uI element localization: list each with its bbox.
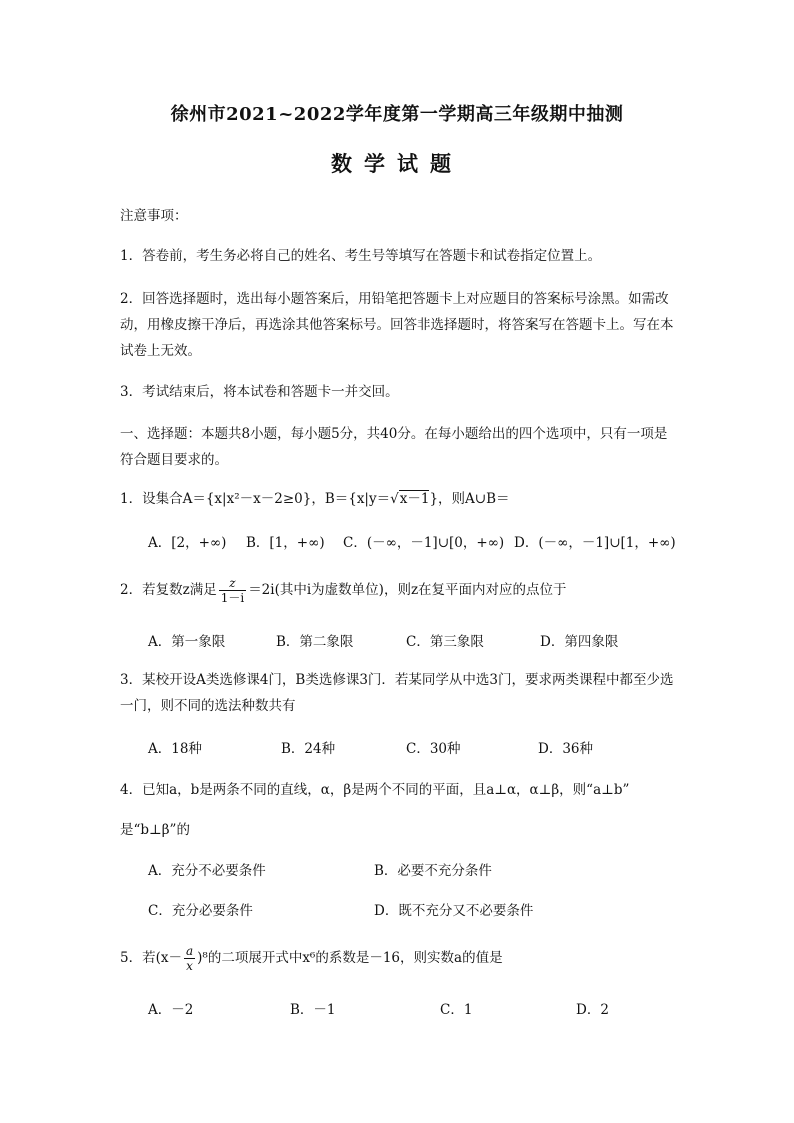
question-5 xyxy=(120,940,503,976)
q1-suffix: ，则A∪B＝ xyxy=(438,491,510,507)
question-3: 3．某校开设A类选修课4门，B类选修课3门．若某同学从中选3门，要求两类课程中都至少选一门，则不同的选法种数共有 xyxy=(120,672,674,714)
q2-option-d: D．第四象限 xyxy=(540,634,619,650)
q2-option-c: C．第三象限 xyxy=(406,634,484,650)
q5-option-d: D．2 xyxy=(576,1002,609,1018)
q2-fraction xyxy=(219,576,246,605)
q1-prefix: 1．设集合 xyxy=(120,491,183,507)
notice-item-3: 3．考试结束后，将本试卷和答题卡一并交回。 xyxy=(120,384,399,400)
q4-option-a: A．充分不必要条件 xyxy=(148,863,266,879)
q1-set-a: A＝{x|x²－x－2≥0} xyxy=(182,491,312,507)
q4-option-b: B．必要不充分条件 xyxy=(374,863,492,879)
q1-set-b-pre: B＝{x|y＝ xyxy=(324,491,391,507)
q3-option-d: D．36种 xyxy=(538,741,594,757)
q3-option-b: B．24种 xyxy=(281,741,336,757)
q1-option-d: D．(－∞，－1]∪[1，+∞) xyxy=(514,535,676,551)
q5-option-c: C．1 xyxy=(440,1002,473,1018)
q2-option-b: B．第二象限 xyxy=(276,634,354,650)
sqrt-symbol: √ xyxy=(390,491,399,507)
q5-frac-num: a xyxy=(185,944,194,958)
q1-option-b: B．[1，+∞) xyxy=(246,535,325,551)
q2-frac-den: 1－i xyxy=(220,591,245,605)
q5-mid: )⁸的二项展开式中x⁶的系数是－16，则实数a的值是 xyxy=(197,950,503,966)
exam-title: 徐州市2021~2022学年度第一学期高三年级期中抽测 xyxy=(170,104,624,125)
q2-suffix: ＝2i(其中i为虚数单位)，则z在复平面内对应的点位于 xyxy=(248,582,567,598)
q5-prefix: 5．若(x－ xyxy=(120,950,182,966)
subject-title: 数学试题 xyxy=(331,151,463,176)
q5-frac-den: x xyxy=(186,959,193,973)
notice-item-2: 2．回答选择题时，选出每小题答案后，用铅笔把答题卡上对应题目的答案标号涂黑。如需改动，用橡皮擦干净后，再选涂其他答案标号。回答非选择题时，将答案写在答题卡上。写在本试卷上无效。 xyxy=(120,291,674,359)
q5-option-a: A．－2 xyxy=(148,1002,194,1018)
question-2 xyxy=(120,572,567,608)
q4-option-c: C．充分必要条件 xyxy=(148,903,253,919)
q1-set-b-post: } xyxy=(429,491,439,507)
q1-sep: ， xyxy=(311,491,325,507)
q5-option-b: B．－1 xyxy=(290,1002,336,1018)
q1-option-a: A．[2，+∞) xyxy=(148,535,227,551)
question-1 xyxy=(120,487,510,507)
q2-prefix: 2．若复数z满足 xyxy=(120,582,217,598)
question-4-line-2: 是“b⊥β”的 xyxy=(120,822,190,838)
notice-heading: 注意事项： xyxy=(120,208,188,224)
question-4-line-1: 4．已知a，b是两条不同的直线，α，β是两个不同的平面，且a⊥α，α⊥β，则“a⊥b” xyxy=(120,782,630,798)
q1-radicand: x－1 xyxy=(399,491,430,507)
section-heading: 一、选择题：本题共8小题，每小题5分，共40分。在每小题给出的四个选项中，只有一项是符合题目要求的。 xyxy=(120,426,668,468)
q2-frac-num: z xyxy=(219,576,246,591)
q1-option-c: C．(－∞，－1]∪[0，+∞) xyxy=(343,535,505,551)
q5-fraction xyxy=(184,944,195,973)
q2-option-a: A．第一象限 xyxy=(148,634,226,650)
q3-option-a: A．18种 xyxy=(148,741,202,757)
q4-option-d: D．既不充分又不必要条件 xyxy=(374,903,534,919)
notice-item-1: 1．答卷前，考生务必将自己的姓名、考生号等填写在答题卡和试卷指定位置上。 xyxy=(120,248,602,264)
q3-option-c: C．30种 xyxy=(406,741,461,757)
